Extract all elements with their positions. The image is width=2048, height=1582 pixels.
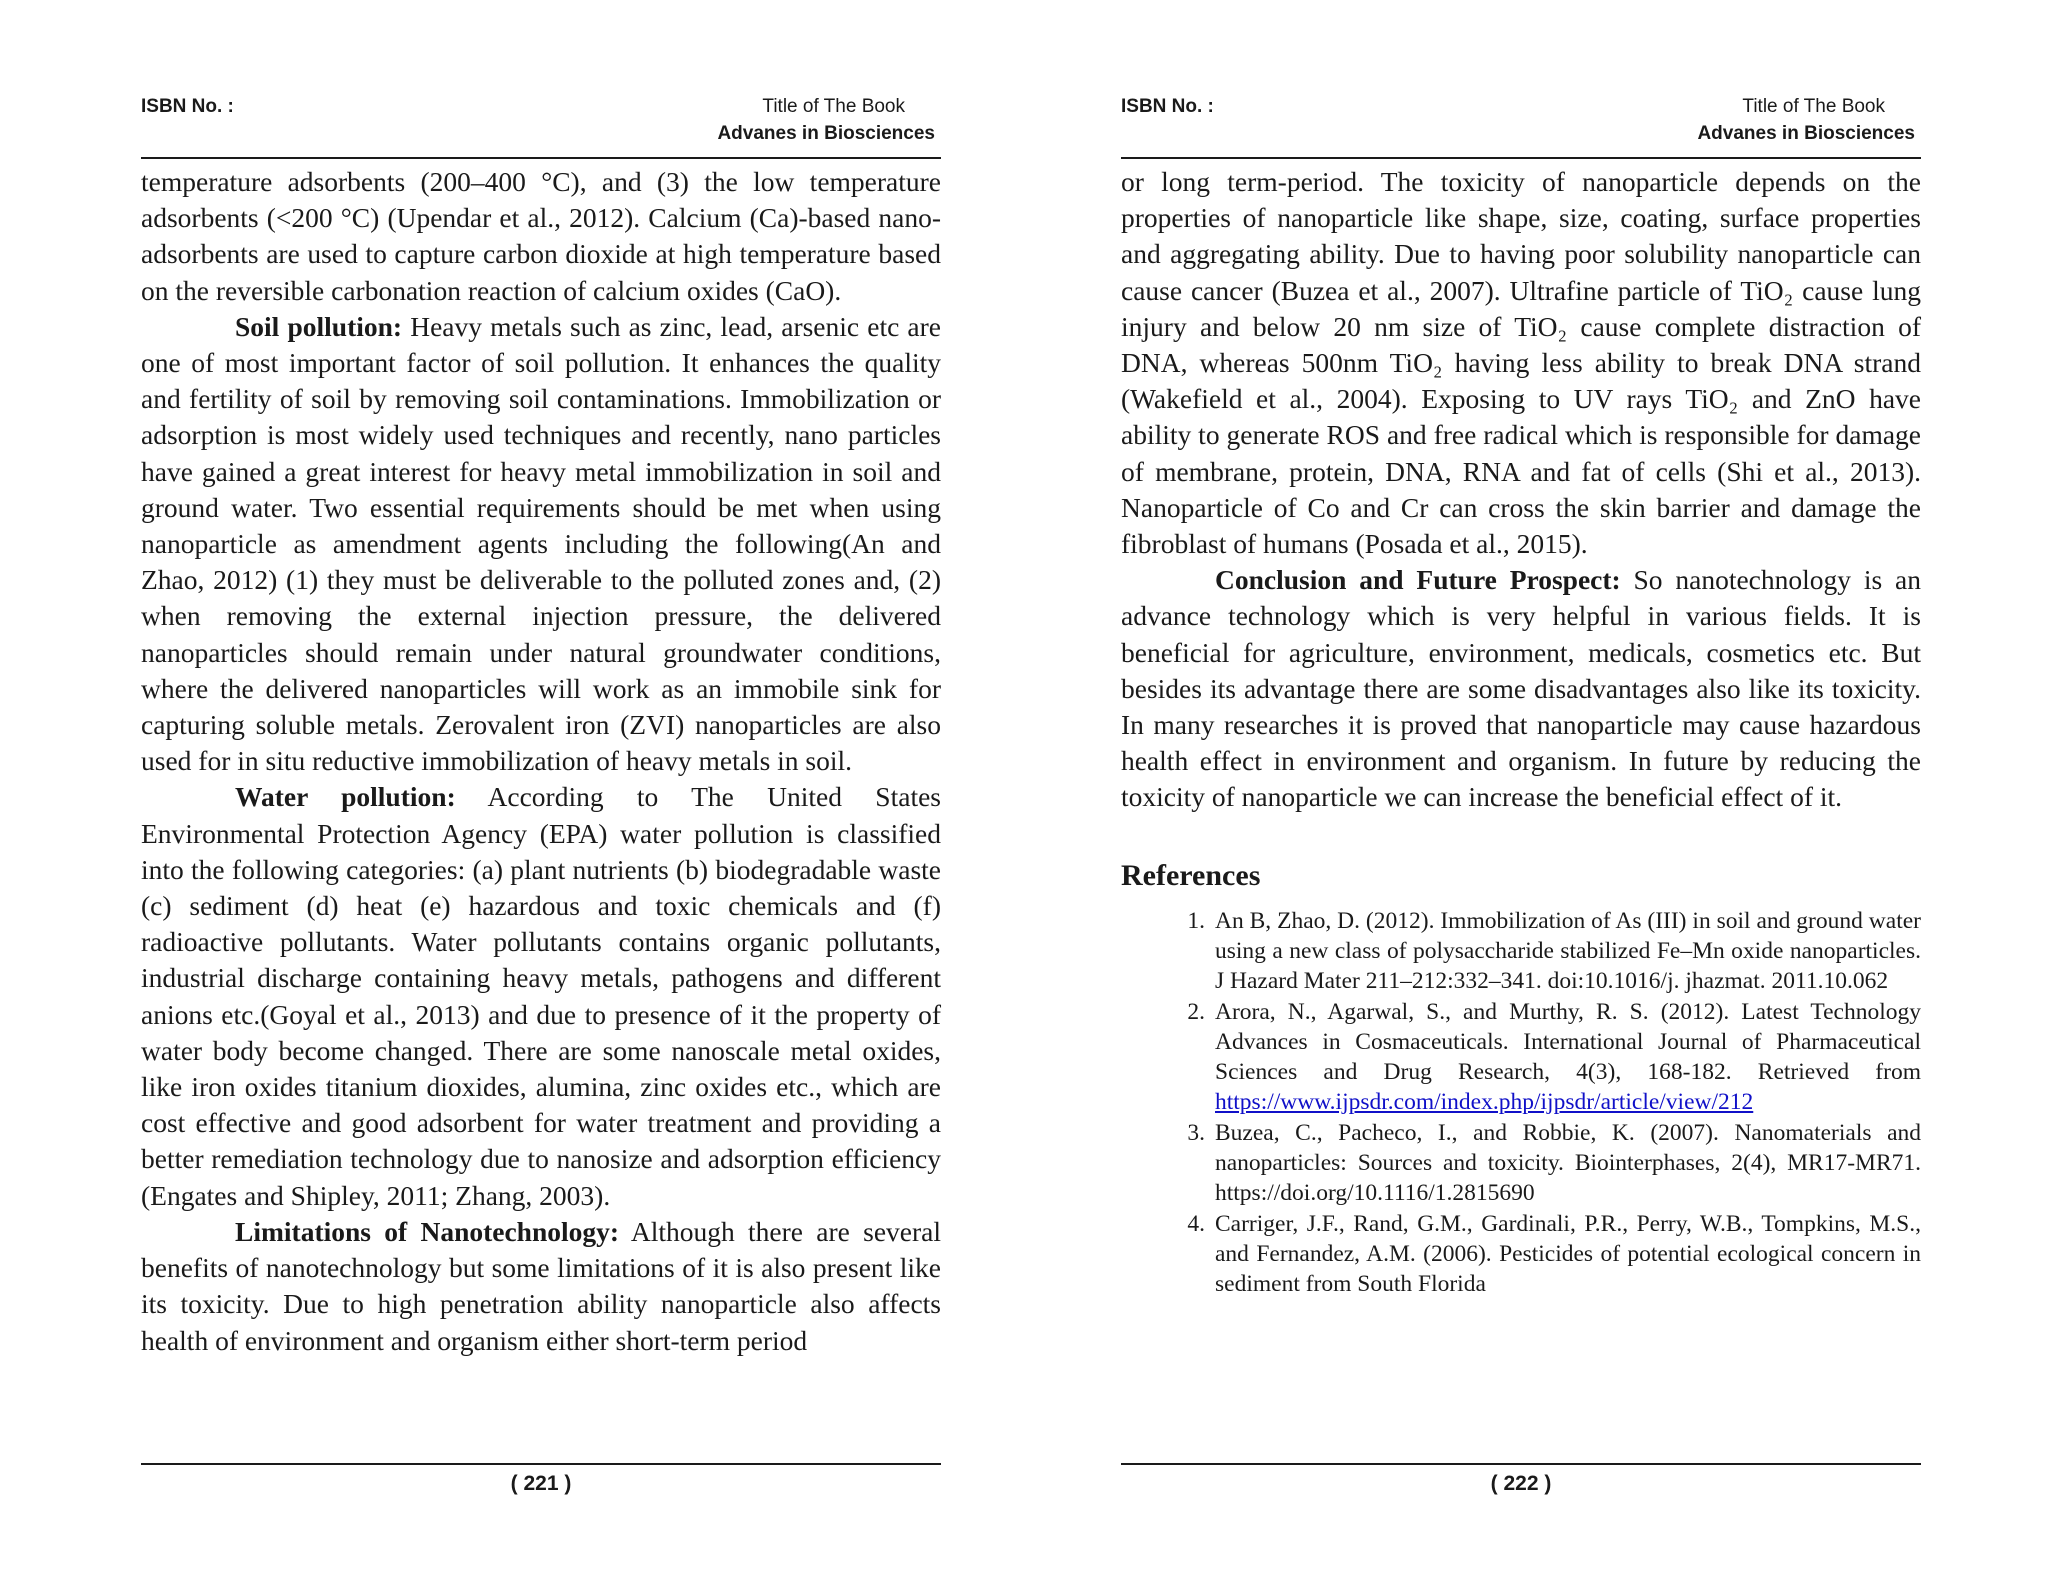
footer-rule bbox=[141, 1463, 941, 1465]
page-header bbox=[141, 94, 941, 144]
title-label: Title of The Book bbox=[762, 96, 905, 117]
paragraph-text: Although there are several benefits of nanotechnology but some limitations of it is also present like its toxicity. Due to high penetration ability nanoparticle also affects health of environment and organism either short-term period bbox=[141, 1215, 941, 1356]
page-number: ( 221 ) bbox=[510, 1472, 572, 1495]
reference-item bbox=[1187, 997, 1921, 1117]
reference-link[interactable]: https://www.ijpsdr.com/index.php/ijpsdr/article/view/212 bbox=[1215, 1088, 1754, 1115]
paragraph: temperature adsorbents (200–400 °C), and (3) the low temperature adsorbents (<200 °C) (Upendar et al., 2012). Calcium (Ca)-based nano-adsorbents are used to capture carbon dioxide at high temperature based on the reversible carbonation reaction of calcium oxides (CaO). bbox=[141, 166, 941, 306]
references-list bbox=[1121, 906, 1921, 1299]
paragraph-text: According to The United States Environmental Protection Agency (EPA) water pollution is classified into the following categories: (a) plant nutrients (b) biodegradable waste (c) sediment (d) heat (e) hazardous and toxic chemicals and (f) radioactive pollutants. Water pollutants contains organic pollutants, industrial discharge containing heavy metals, pathogens and different anions etc.(Goyal et al., 2013) and due to presence of it the property of water body become changed. There are some nanoscale metal oxides, like iron oxides titanium dioxides, alumina, zinc oxides etc., which are cost effective and good adsorbent for water treatment and providing a better remediation technology due to nanosize and adsorption efficiency (Engates and Shipley, 2011; Zhang, 2003). bbox=[141, 781, 941, 1211]
reference-text: An B, Zhao, D. (2012). Immobilization of As (III) in soil and ground water using a new class of polysaccharide stabilized Fe–Mn oxide nanoparticles. J Hazard Mater 211–212:332–341. doi:10.1016/j. jhazmat. 2011.10.062 bbox=[1215, 907, 1921, 994]
book-title: Advanes in Biosciences bbox=[1697, 123, 1915, 144]
isbn-label: ISBN No. : bbox=[141, 96, 234, 117]
header-rule bbox=[1121, 157, 1921, 159]
section-heading: Water pollution: bbox=[235, 781, 456, 813]
reference-number: 2. bbox=[1187, 998, 1205, 1025]
paragraph-limitations bbox=[141, 1214, 941, 1359]
references-heading: References bbox=[1121, 858, 1261, 892]
book-title: Advanes in Biosciences bbox=[717, 123, 935, 144]
page-header bbox=[1121, 94, 1921, 144]
paragraph-soil-pollution bbox=[141, 309, 941, 780]
page-body bbox=[1121, 164, 1921, 1300]
paragraph-text: So nanotechnology is an advance technology which is very helpful in various fields. It is beneficial for agriculture, environment, medicals, cosmetics etc. But besides its advantage there are some disadvantages also like its toxicity. In many researches it is proved that nanoparticle may cause hazardous health effect in environment and organism. In future by reducing the toxicity of nanoparticle we can increase the beneficial effect of it. bbox=[1121, 564, 1921, 813]
reference-number: 4. bbox=[1187, 1210, 1205, 1237]
footer-rule bbox=[1121, 1463, 1921, 1465]
page-body bbox=[141, 164, 941, 1359]
left-page bbox=[141, 0, 941, 1582]
paragraph-water-pollution bbox=[141, 779, 941, 1213]
reference-item bbox=[1187, 906, 1921, 996]
section-heading: Limitations of Nanotechnology: bbox=[235, 1215, 620, 1247]
isbn-label: ISBN No. : bbox=[1121, 96, 1214, 117]
reference-number: 3. bbox=[1187, 1119, 1205, 1146]
reference-text: Carriger, J.F., Rand, G.M., Gardinali, P.R., Perry, W.B., Tompkins, M.S., and Fernandez, A.M. (2006). Pesticides of potential ecological concern in sediment from South Florida bbox=[1215, 1210, 1921, 1297]
paragraph: or long term-period. The toxicity of nanoparticle depends on the properties of nanoparticle like shape, size, coating, surface properties and aggregating ability. Due to having poor solubility nanoparticle can cause cancer (Buzea et al., 2007). Ultrafine particle of TiO₂ cause lung injury and below 20 nm size of TiO₂ cause complete distraction of DNA, whereas 500nm TiO₂ having less ability to break DNA strand (Wakefield et al., 2004). Exposing to UV rays TiO₂ and ZnO have ability to generate ROS and free radical which is responsible for damage of membrane, protein, DNA, RNA and fat of cells (Shi et al., 2013). Nanoparticle of Co and Cr can cross the skin barrier and damage the fibroblast of humans (Posada et al., 2015). bbox=[1121, 166, 1921, 560]
reference-text: Buzea, C., Pacheco, I., and Robbie, K. (2007). Nanomaterials and nanoparticles: Sources and toxicity. Biointerphases, 2(4), MR17-MR71. https://doi.org/10.1116/1.2815690 bbox=[1215, 1119, 1921, 1206]
title-label: Title of The Book bbox=[1742, 96, 1885, 117]
header-rule bbox=[141, 157, 941, 159]
section-heading: Soil pollution: bbox=[235, 310, 403, 342]
section-heading: Conclusion and Future Prospect: bbox=[1215, 564, 1621, 596]
reference-number: 1. bbox=[1187, 907, 1205, 934]
reference-text: Arora, N., Agarwal, S., and Murthy, R. S. (2012). Latest Technology Advances in Cosmaceuticals. International Journal of Pharmaceutical Sciences and Drug Research, 4(3), 168-182. Retrieved from bbox=[1215, 998, 1921, 1085]
paragraph-conclusion bbox=[1121, 562, 1921, 815]
page-number: ( 222 ) bbox=[1490, 1472, 1552, 1495]
right-page bbox=[1121, 0, 1921, 1582]
paragraph-text: Heavy metals such as zinc, lead, arsenic etc are one of most important factor of soil pollution. It enhances the quality and fertility of soil by removing soil contaminations. Immobilization or adsorption is most widely used techniques and recently, nano particles have gained a great interest for heavy metal immobilization in soil and ground water. Two essential requirements should be met when using nanoparticle as amendment agents including the following(An and Zhao, 2012) (1) they must be deliverable to the polluted zones and, (2) when removing the external injection pressure, the delivered nanoparticles should remain under natural groundwater conditions, where the delivered nanoparticles will work as an immobile sink for capturing soluble metals. Zerovalent iron (ZVI) nanoparticles are also used for in situ reductive immobilization of heavy metals in soil. bbox=[141, 310, 941, 777]
reference-item bbox=[1187, 1209, 1921, 1299]
reference-item bbox=[1187, 1118, 1921, 1208]
